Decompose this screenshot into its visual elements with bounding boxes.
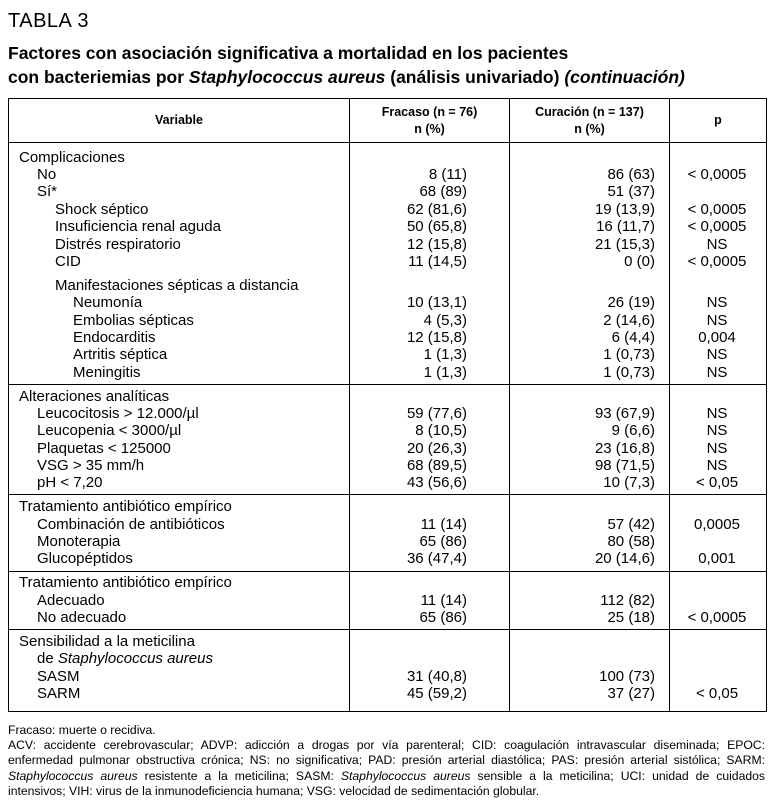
table-row (9, 574, 766, 591)
fracaso-value: 12 (15,8) (406, 329, 467, 346)
table-row (9, 633, 766, 650)
fracaso-value: 65 (86) (419, 609, 467, 626)
row-label-text: Alteraciones analíticas (19, 388, 170, 405)
curacion-value: 51 (37) (607, 183, 655, 200)
row-label (73, 312, 194, 329)
p-value: 0,001 (698, 550, 736, 567)
row-label (37, 405, 199, 422)
row-label (37, 650, 213, 667)
curacion-value: 2 (14,6) (603, 312, 655, 329)
row-label (55, 201, 148, 218)
row-label (37, 474, 102, 491)
row-label (37, 609, 126, 626)
p-value: < 0,0005 (687, 166, 747, 183)
p-value: < 0,0005 (687, 609, 747, 626)
p-value: NS (706, 312, 728, 329)
row-label-text: Glucopéptidos (37, 550, 133, 567)
row-label-text: Combinación de antibióticos (37, 516, 225, 533)
table-row (9, 668, 766, 685)
row-label (37, 533, 120, 550)
table-row (9, 183, 766, 200)
curacion-value: 112 (82) (600, 592, 655, 609)
row-label-text: Neumonía (73, 294, 143, 311)
p-value: 0,004 (698, 329, 736, 346)
row-label (55, 218, 221, 235)
fracaso-value: 43 (56,6) (406, 474, 467, 491)
footnote-line-1: Fracaso: muerte o recidiva. (8, 723, 156, 737)
row-label-text: de (37, 650, 58, 667)
row-label (37, 668, 80, 685)
curacion-value: 25 (18) (607, 609, 655, 626)
table-row (9, 277, 766, 294)
fracaso-value: 1 (1,3) (423, 346, 467, 363)
title-organism: Staphylococcus aureus (188, 67, 386, 87)
curacion-value: 6 (4,4) (611, 329, 655, 346)
curacion-value: 37 (27) (607, 685, 655, 702)
table-row (9, 236, 766, 253)
p-value: 0,0005 (694, 516, 740, 533)
table-row (9, 405, 766, 422)
title-line-1: Factores con asociación significativa a mortalidad en los pacientes (8, 43, 569, 63)
curacion-value: 86 (63) (607, 166, 655, 183)
row-label (37, 685, 80, 702)
footnote-text-2: resistente a la meticilina; SASM: (137, 768, 341, 783)
table-row (9, 388, 766, 405)
fracaso-value: 31 (40,8) (406, 668, 467, 685)
table-row (9, 422, 766, 439)
fracaso-value: 68 (89) (419, 183, 467, 200)
header-variable-label: Variable (155, 113, 203, 127)
row-label-text: SASM (37, 668, 80, 685)
table-row (9, 201, 766, 218)
table-row (9, 650, 766, 667)
title-text-b: (análisis univariado) (385, 67, 565, 87)
group-separator (9, 384, 766, 385)
footnote-organism-1: Staphylococcus aureus (8, 768, 138, 783)
header-p-label: p (714, 113, 722, 127)
row-label (19, 633, 195, 650)
row-label (73, 346, 167, 363)
header-curacion-label: Curación (n = 137) (535, 104, 644, 119)
table-row (9, 364, 766, 381)
fracaso-value: 50 (65,8) (406, 218, 467, 235)
row-label (37, 440, 171, 457)
row-label (37, 422, 181, 439)
row-label-text: Embolias sépticas (73, 312, 194, 329)
fracaso-value: 8 (11) (428, 166, 467, 183)
p-value: < 0,0005 (687, 218, 747, 235)
p-value: < 0,05 (695, 474, 739, 491)
curacion-value: 98 (71,5) (594, 457, 655, 474)
row-label (19, 388, 169, 405)
table-row (9, 498, 766, 515)
curacion-value: 93 (67,9) (594, 405, 655, 422)
header-curacion-unit: n (%) (574, 121, 605, 136)
footnote-text-1: ACV: accidente cerebrovascular; ADVP: adicción a drogas por vía parenteral; CID: coagulación intravascular diseminada; EPOC: enfermedad pulmonar obstructiva crónica; NS: no significativa; PAD: presión arterial diastólica; PAS: presión arterial sistólica; SARM: (8, 738, 765, 768)
row-label-text: No adecuado (37, 609, 127, 626)
curacion-value: 23 (16,8) (594, 440, 655, 457)
table-row (9, 609, 766, 626)
table-row (9, 312, 766, 329)
header-fracaso (350, 99, 509, 142)
p-value: < 0,0005 (687, 201, 747, 218)
header-p (670, 99, 766, 142)
fracaso-value: 11 (14) (420, 516, 467, 533)
data-table (8, 98, 767, 712)
p-value: NS (706, 405, 728, 422)
title-text-a: con bacteriemias por (8, 67, 189, 87)
curacion-value: 0 (0) (624, 253, 655, 270)
p-value: NS (706, 294, 728, 311)
row-label (73, 329, 156, 346)
table-label: TABLA 3 (8, 10, 89, 32)
curacion-value: 1 (0,73) (603, 346, 655, 363)
row-label (73, 294, 142, 311)
fracaso-value: 12 (15,8) (406, 236, 467, 253)
row-label (37, 457, 144, 474)
table-row (9, 440, 766, 457)
row-label-text: Insuficiencia renal aguda (55, 218, 221, 235)
curacion-value: 100 (73) (599, 668, 655, 685)
curacion-value: 80 (58) (607, 533, 655, 550)
fracaso-value: 10 (13,1) (406, 294, 467, 311)
row-label-organism: Staphylococcus aureus (57, 650, 213, 667)
row-label-text: CID (55, 253, 81, 270)
table-row (9, 294, 766, 311)
table-row (9, 457, 766, 474)
row-label-text: Meningitis (73, 364, 141, 381)
curacion-value: 1 (0,73) (603, 364, 655, 381)
row-label-text: Adecuado (37, 592, 105, 609)
row-label-text: Manifestaciones sépticas a distancia (55, 277, 299, 294)
row-label (37, 166, 56, 183)
p-value: NS (706, 457, 728, 474)
fracaso-value: 68 (89,5) (406, 457, 467, 474)
row-label-text: Leucocitosis > 12.000/µl (37, 405, 199, 422)
curacion-value: 21 (15,3) (594, 236, 655, 253)
header-fracaso-unit: n (%) (414, 121, 445, 136)
row-label-text: Shock séptico (55, 201, 149, 218)
row-label-text: Tratamiento antibiótico empírico (19, 574, 232, 591)
row-label-text: Leucopenia < 3000/µl (37, 422, 182, 439)
footnote (8, 723, 765, 799)
row-label-text: Sensibilidad a la meticilina (19, 633, 195, 650)
curacion-value: 20 (14,6) (594, 550, 655, 567)
table-row (9, 329, 766, 346)
row-label-text: Endocarditis (73, 329, 156, 346)
group-separator (9, 629, 766, 630)
p-value: NS (706, 440, 728, 457)
title-continuation: (continuación) (564, 67, 685, 87)
row-label (19, 574, 232, 591)
table-row (9, 474, 766, 491)
row-label-text: No (37, 166, 57, 183)
header-variable (9, 99, 349, 142)
row-label (19, 498, 232, 515)
group-separator (9, 571, 766, 572)
curacion-value: 9 (6,6) (611, 422, 655, 439)
fracaso-value: 11 (14) (420, 592, 467, 609)
row-label-text: Distrés respiratorio (55, 236, 181, 253)
table-row (9, 346, 766, 363)
fracaso-value: 20 (26,3) (406, 440, 467, 457)
fracaso-value: 36 (47,4) (406, 550, 467, 567)
title-line-2 (8, 65, 768, 89)
row-label (19, 149, 125, 166)
row-label (37, 592, 105, 609)
fracaso-value: 8 (10,5) (415, 422, 467, 439)
p-value: NS (706, 422, 728, 439)
fracaso-value: 4 (5,3) (423, 312, 467, 329)
p-value: NS (706, 364, 728, 381)
p-value: < 0,05 (695, 685, 739, 702)
row-label-text: Monoterapia (37, 533, 121, 550)
row-label-text: Sí* (37, 183, 58, 200)
curacion-value: 57 (42) (607, 516, 655, 533)
row-label-text: SARM (37, 685, 81, 702)
fracaso-value: 65 (86) (419, 533, 467, 550)
row-label-text: Complicaciones (19, 149, 125, 166)
table-row (9, 166, 766, 183)
row-label-text: VSG > 35 mm/h (37, 457, 145, 474)
fracaso-value: 1 (1,3) (423, 364, 467, 381)
table-title (8, 41, 768, 89)
table-row (9, 533, 766, 550)
curacion-value: 19 (13,9) (594, 201, 655, 218)
row-label (37, 516, 225, 533)
row-label-text: Artritis séptica (73, 346, 168, 363)
footnote-text-3: sensible a la meticilina; UCI: unidad de cuidados intensivos; VIH: virus de la inmunodeficiencia humana; VSG: velocidad de sedimentación globular. (8, 768, 766, 798)
row-label-text: pH < 7,20 (37, 474, 103, 491)
curacion-value: 16 (11,7) (596, 218, 655, 235)
footnote-organism-2: Staphylococcus aureus (340, 768, 471, 783)
row-label (37, 183, 57, 200)
row-label (55, 236, 181, 253)
curacion-value: 10 (7,3) (603, 474, 655, 491)
table-row (9, 253, 766, 270)
table-row (9, 218, 766, 235)
fracaso-value: 45 (59,2) (406, 685, 467, 702)
table-row (9, 516, 766, 533)
curacion-value: 26 (19) (607, 294, 655, 311)
row-label (37, 550, 133, 567)
fracaso-value: 62 (81,6) (406, 201, 467, 218)
fracaso-value: 11 (14,5) (408, 253, 467, 270)
table-row (9, 149, 766, 166)
table-header (9, 99, 766, 143)
fracaso-value: 59 (77,6) (406, 405, 467, 422)
header-fracaso-label: Fracaso (n = 76) (381, 104, 478, 119)
table-row (9, 550, 766, 567)
row-label-text: Plaquetas < 125000 (37, 440, 171, 457)
row-label (73, 364, 141, 381)
row-label (55, 277, 298, 294)
table-row (9, 685, 766, 702)
row-label (55, 253, 81, 270)
row-label-text: Tratamiento antibiótico empírico (19, 498, 232, 515)
p-value: NS (706, 346, 728, 363)
p-value: NS (706, 236, 728, 253)
p-value: < 0,0005 (687, 253, 747, 270)
footnote-abbreviations (8, 738, 765, 799)
group-separator (9, 494, 766, 495)
table-row (9, 592, 766, 609)
header-curacion (510, 99, 669, 142)
